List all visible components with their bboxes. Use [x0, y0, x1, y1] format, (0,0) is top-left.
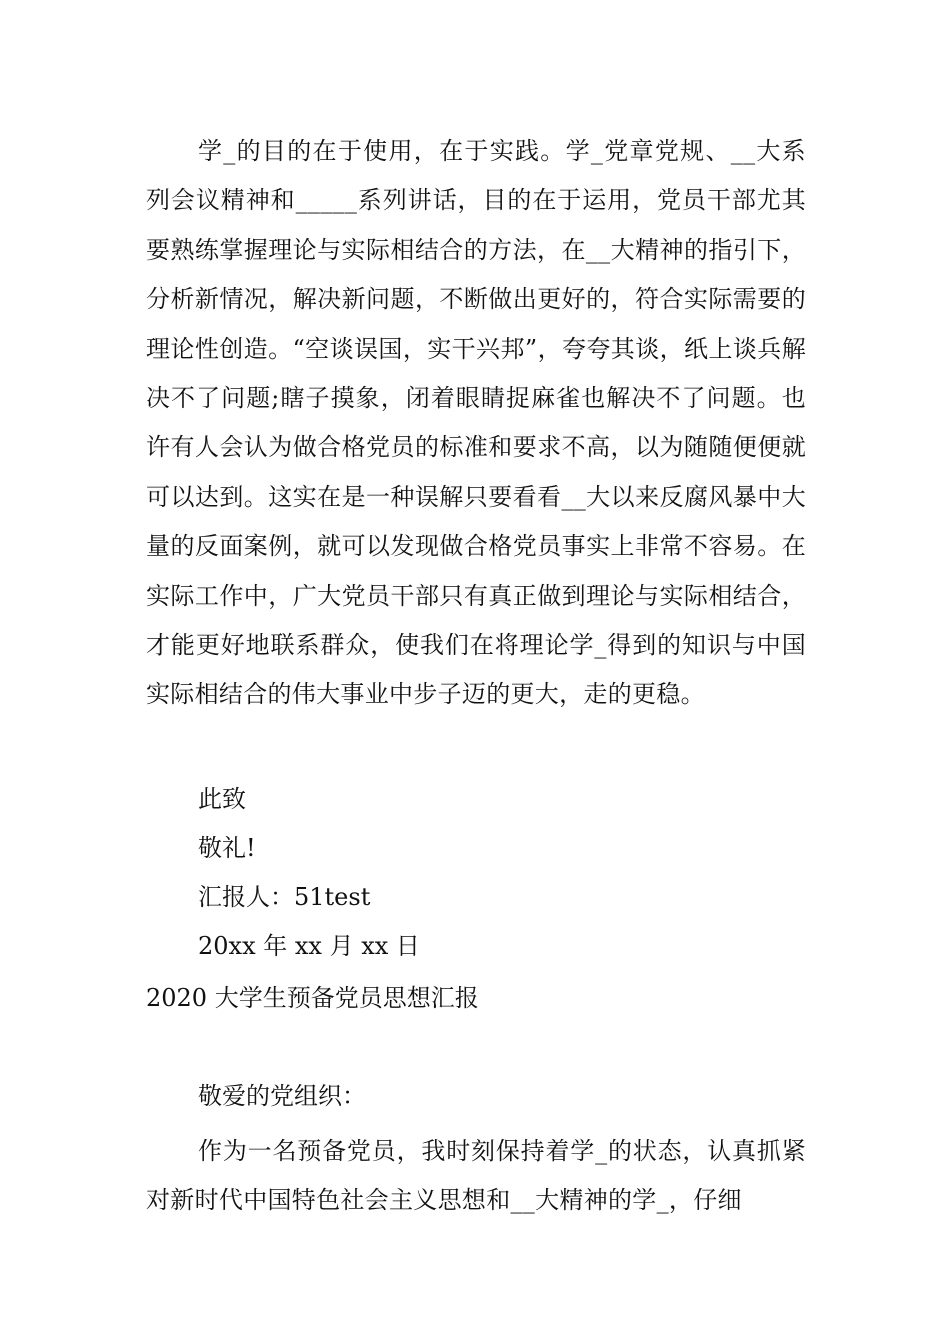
- salutation-line: 敬爱的党组织：: [198, 1082, 366, 1110]
- closing-line: 此致: [198, 785, 246, 813]
- body-paragraph-2: 作为一名预备党员，我时刻保持着学_的状态，认真抓紧对新时代中国特色社会主义思想和__大精神的学_，仔细: [146, 1137, 806, 1215]
- section-title: 2020 大学生预备党员思想汇报: [146, 984, 479, 1012]
- date-line: 20xx 年 xx 月 xx 日: [198, 932, 420, 960]
- salute-line: 敬礼!: [198, 834, 256, 862]
- body-paragraph-1: 学_的目的在于使用，在于实践。学_党章党规、__大系列会议精神和_____系列讲话，目的在于运用，党员干部尤其要熟练掌握理论与实际相结合的方法，在__大精神的指引下，分析新情况，解决新问题，不断做出更好的，符合实际需要的理论性创造。“空谈误国，实干兴邦”，夸夸其谈，纸上谈兵解决不了问题;瞎子摸象，闭着眼睛捉麻雀也解决不了问题。也许有人会认为做合格党员的标准和要求不高，以为随随便便就可以达到。这实在是一种误解只要看看__大以来反腐风暴中大量的反面案例，就可以发现做合格党员事实上非常不容易。在实际工作中，广大党员干部只有真正做到理论与实际相结合，才能更好地联系群众，使我们在将理论学_得到的知识与中国实际相结合的伟大事业中步子迈的更大，走的更稳。: [146, 137, 806, 709]
- reporter-line: 汇报人：51test: [198, 883, 371, 911]
